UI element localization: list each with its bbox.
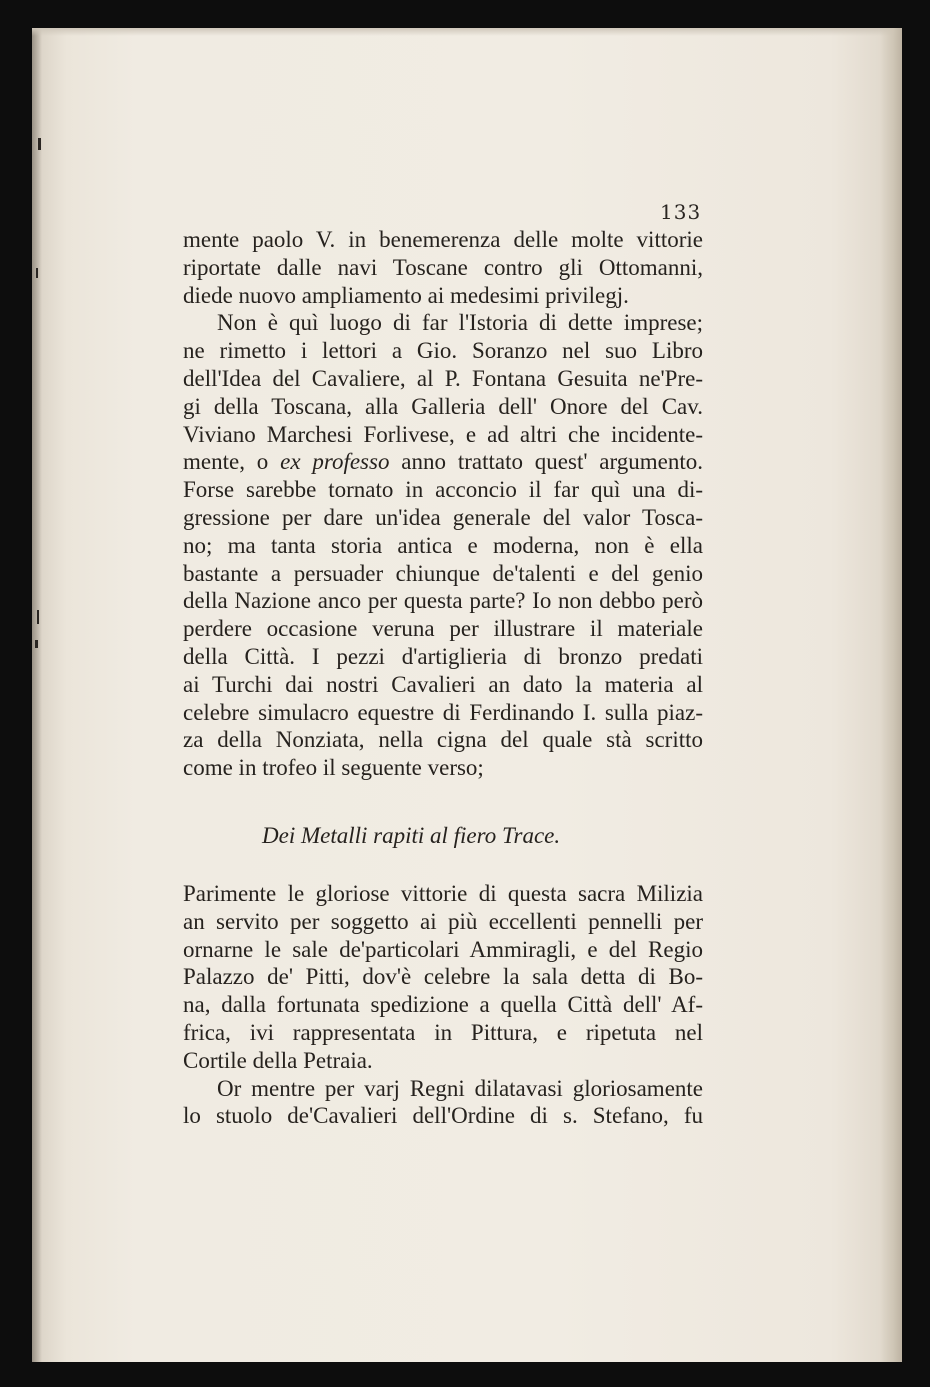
italic-phrase: ex professo [280, 449, 390, 475]
quoted-verse: Dei Metalli rapiti al fiero Trace. [262, 823, 561, 848]
text-line: Parimente le gloriose vittorie di questa sacra Milizia [183, 881, 703, 906]
text-line: Or mentre per varj Regni dilatavasi gloriosamente [217, 1075, 703, 1101]
text-fragment: anno trattato quest' argumento. [389, 449, 703, 475]
text-line: Cortile della Petraia. [183, 1047, 373, 1073]
text-line: gressione per dare un'idea generale del valor Tosca- [183, 504, 703, 530]
text-line: bastante a persuader chiunque de'talenti e del genio [183, 560, 703, 586]
text-line: della Nazione anco per questa parte? Io non debbo però [183, 588, 703, 614]
text-fragment: mente, o [183, 449, 281, 475]
gutter-mark [38, 138, 41, 150]
text-line: Non è quì luogo di far l'Istoria di dette imprese; [217, 310, 703, 336]
text-line: mente paolo V. in benemerenza delle molte vittorie [183, 227, 703, 252]
body-text-top [183, 226, 703, 782]
text-line: ne rimetto i lettori a Gio. Soranzo nel suo Libro [183, 338, 703, 364]
text-line: za della Nonziata, nella cigna del quale stà scritto [183, 727, 703, 753]
text-line: ornarne le sale de'particolari Ammiragli, e del Regio [183, 936, 703, 962]
text-line: diede nuovo ampliamento ai medesimi privilegj. [183, 282, 629, 308]
text-line: riportate dalle navi Toscane contro gli Ottomanni, [183, 254, 703, 280]
page-right-edge [880, 28, 902, 1362]
text-line: lo stuolo de'Cavalieri dell'Ordine di s. Stefano, fu [183, 1103, 703, 1129]
text-line: no; ma tanta storia antica e moderna, non è ella [183, 532, 703, 558]
page-number: 133 [660, 200, 702, 224]
text-line-with-italic [183, 448, 703, 476]
text-line: frica, ivi rappresentata in Pittura, e ripetuta nel [183, 1019, 703, 1045]
spine-shadow [32, 28, 42, 1362]
text-line: na, dalla fortunata spedizione a quella Città dell' Af- [183, 992, 703, 1018]
text-line: perdere occasione veruna per illustrare il materiale [183, 616, 703, 642]
body-text-bottom [183, 880, 703, 1130]
text-line: an servito per soggetto ai più eccellenti pennelli per [183, 908, 703, 934]
gutter-mark [36, 268, 38, 278]
text-line: ai Turchi dai nostri Cavalieri an dato la materia al [183, 671, 703, 697]
text-line: Forse sarebbe tornato in acconcio il far quì una di- [183, 477, 703, 503]
text-line: della Città. I pezzi d'artiglieria di bronzo predati [183, 643, 703, 669]
text-line: Palazzo de' Pitti, dov'è celebre la sala detta di Bo- [183, 964, 703, 990]
page-top-edge [32, 28, 900, 36]
gutter-mark [37, 610, 39, 624]
gutter-mark [35, 640, 38, 648]
text-line: Viviano Marchesi Forlivese, e ad altri che incidente- [183, 421, 703, 447]
text-line: gi della Toscana, alla Galleria dell' Onore del Cav. [183, 393, 703, 419]
text-line: come in trofeo il seguente verso; [183, 755, 484, 781]
text-line: dell'Idea del Cavaliere, al P. Fontana Gesuita ne'Pre- [183, 365, 703, 391]
text-line: celebre simulacro equestre di Ferdinando I. sulla piaz- [183, 699, 703, 725]
